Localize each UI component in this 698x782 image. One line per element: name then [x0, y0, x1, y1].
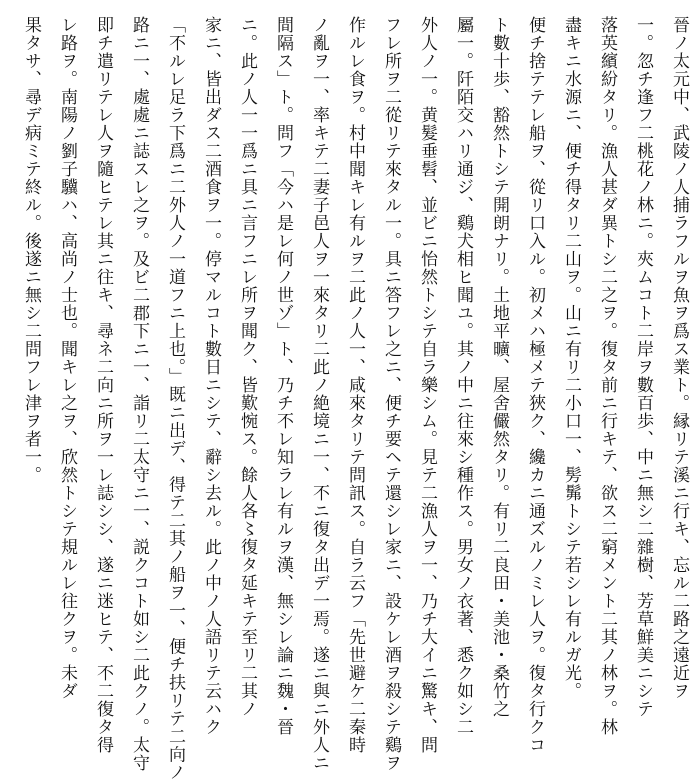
text-column-14: 家ニ、皆出ダス二酒食ヲ一。停マルコト數日ニシテ、辭シ去ル。此ノ中ノ人語リテ云ハク — [201, 16, 221, 736]
text-column-7: 屬一。阡陌交ハリ通ジ、鷄犬相ヒ聞ユ。其ノ中ニ往來シ種作ス。男女ノ衣著、悉ク如シ二 — [453, 16, 473, 736]
text-column-12: 間隔ス」ト。問フ「今ハ是レ何ノ世ゾ」ト、乃チ不レ知ラレ有ルヲ漢、無シレ論ニ魏・晉 — [273, 16, 293, 736]
text-column-10: 作ルレ食ヲ。村中聞キレ有ルヲ二此ノ人一、咸來タリテ問訊ス。自ラ云フ「先世避ケ二秦時 — [345, 16, 365, 754]
text-column-16: 路ニ一、處處ニ誌スレ之ヲ。及ビ二郡下ニ一、詣リ二太守ニ一、説クコト如シ二此クノ。太守 — [129, 16, 149, 772]
text-column-17: 即チ遣リテレ人ヲ隨ヒテレ其ニ往キ、尋ネ二向ニ所ヲ一レ誌シシ、遂ニ迷ヒテ、不二復タ得 — [93, 16, 113, 754]
text-column-2: 一。忽チ逢フ二桃花ノ林ニ。夾ムコト二岸ヲ數百歩、中ニ無シ二雜樹、芳草鮮美ニシテ — [633, 16, 653, 718]
text-column-1: 晉ノ太元中、武陵ノ人捕ラフルヲ魚ヲ爲ス業ト。縁リテ溪ニ行キ、忘ル二路之遠近ヲ — [669, 16, 689, 700]
text-column-9: フレ所ヲ二從リテ來タル一。具ニ答フレ之ニ、便チ要ヘテ還シレ家ニ、設ケレ酒ヲ殺シテ鷄ヲ — [381, 16, 401, 772]
text-column-15: 「不ルレ足ラ下爲ニ二外人ノ一道フニ上也。」既ニ出デ、得テ二其ノ船ヲ一、便チ扶リテ二向ノ — [165, 16, 185, 782]
text-column-4: 盡キニ水源ニ、便チ得タリ二山ヲ。山ニ有リ二小口一、髣髴トシテ若シレ有ルガ光。 — [561, 16, 581, 700]
text-column-5: 便チ捨テテレ船ヲ、從リ口入ル。初メハ極メテ狹ク、纔カニ通ズルノミレ人ヲ。復タ行クコ — [525, 16, 545, 754]
text-column-3: 落英繽紛タリ。漁人甚ダ異トシ二之ヲ。復タ前ニ行キテ、欲ス二窮メント二其ノ林ヲ。林 — [597, 16, 617, 736]
text-column-18: レ路ヲ。南陽ノ劉子驥ハ、高尚ノ士也。聞キレ之ヲ、欣然トシテ規ルレ往クヲ。未ダ — [57, 16, 77, 700]
text-column-19: 果タサ、尋デ病ミテ終ル。後遂ニ無シ二問フレ津ヲ者一。 — [21, 16, 41, 484]
text-column-13: ニ。此ノ人一一爲ニ具ニ言フニレ所ヲ聞ク、皆歎惋ス。餘人各〻復タ延キテ至リ二其ノ — [237, 16, 257, 718]
text-column-8: 外人ノ一。黄髮垂髫、並ビニ怡然トシテ自ラ樂シム。見テ二漁人ヲ一、乃チ大イニ驚キ、問 — [417, 16, 437, 754]
text-column-11: ノ亂ヲ一、率キテ二妻子邑人ヲ一來タリ二此ノ絶境ニ一、不ニ復タ出デ一焉。遂ニ與ニ外人ニ — [309, 16, 329, 772]
text-column-6: ト數十歩、豁然トシテ開朗ナリ。土地平曠、屋舍儼然タリ。有リ二良田・美池・桑竹之 — [489, 16, 509, 718]
